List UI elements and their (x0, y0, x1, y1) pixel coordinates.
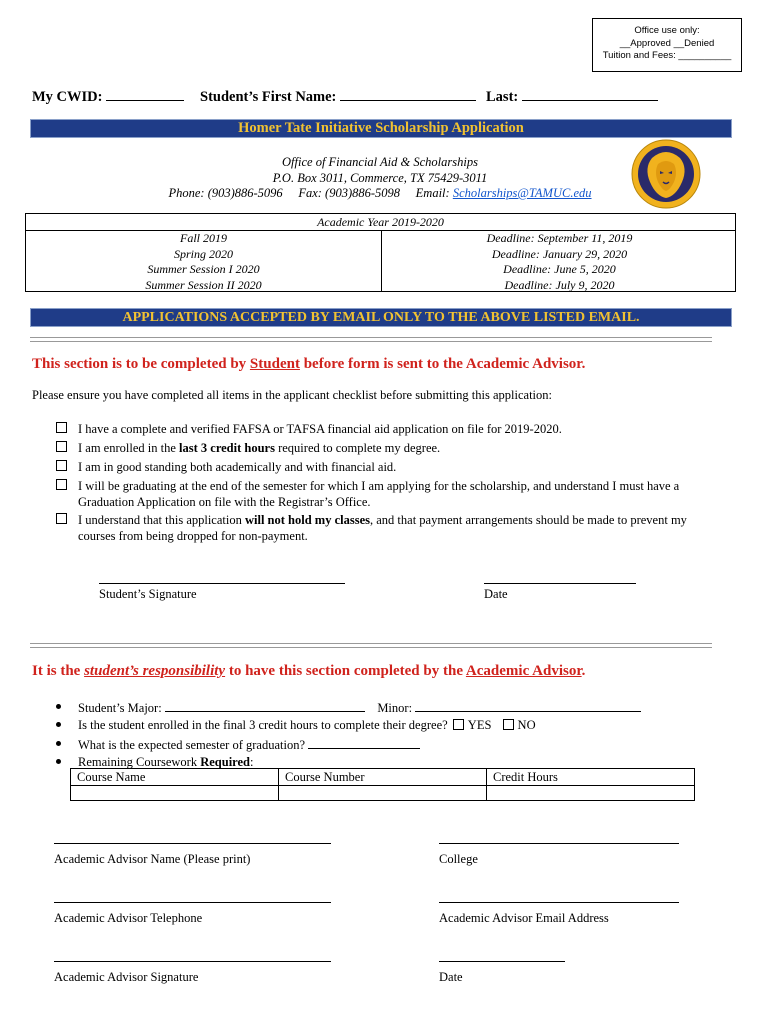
office-contact (150, 186, 610, 202)
yes-checkbox[interactable] (453, 719, 464, 730)
advisor-name-label: Academic Advisor Name (Please print) (54, 852, 251, 866)
remaining-text: Remaining Coursework (78, 755, 201, 769)
first-name-field (200, 88, 476, 106)
student-date-label: Date (484, 587, 508, 601)
remaining-text: : (250, 755, 254, 769)
heading-responsibility: student’s responsibility (84, 663, 226, 679)
advisor-date-line[interactable] (439, 961, 565, 962)
checkbox-classes[interactable] (56, 513, 67, 524)
student-date-line[interactable] (484, 583, 636, 584)
minor-label: Minor: (377, 701, 413, 715)
minor-input[interactable] (415, 699, 641, 712)
bullet (56, 704, 61, 709)
yes-label: YES (467, 718, 492, 732)
advisor-date-label: Date (439, 970, 463, 984)
advisor-signature-label: Academic Advisor Signature (54, 970, 199, 984)
credit-hours-cell[interactable] (487, 786, 694, 801)
office-use-box (592, 18, 742, 72)
col-credit-hours: Credit Hours (493, 770, 558, 784)
last-name-field (486, 88, 658, 106)
checkbox-fafsa[interactable] (56, 422, 67, 433)
office-email-link[interactable]: Scholarships@TAMUC.edu (452, 186, 592, 200)
no-label: NO (517, 718, 536, 732)
checklist-item-credit-hours (78, 440, 718, 456)
college-label: College (439, 852, 478, 866)
academic-year-header: Academic Year 2019-2020 (317, 215, 444, 229)
no-checkbox[interactable] (503, 719, 514, 730)
checklist-item-graduating: I will be graduating at the end of the semester for which I am applying for the scholarship, and understand I must have a Graduation Application on file with the Registrar’s Office. (78, 479, 680, 509)
cwid-field (32, 88, 184, 106)
term-summer-2: Summer Session II 2020 (145, 277, 262, 292)
course-number-cell[interactable] (279, 786, 486, 801)
item-text: , and that payment arrangements should be made to prevent my courses from being dropped for non-payment. (78, 513, 687, 543)
graduation-input[interactable] (308, 736, 420, 749)
cwid-input[interactable] (106, 88, 184, 101)
advisor-email-line[interactable] (439, 902, 679, 903)
checkbox-good-standing[interactable] (56, 460, 67, 471)
office-email-label: Email: (415, 186, 450, 200)
checkbox-credit-hours[interactable] (56, 441, 67, 452)
term-fall: Fall 2019 (180, 231, 227, 245)
last-name-input[interactable] (522, 88, 658, 101)
item-text: I am enrolled in the (78, 441, 180, 455)
office-use-tuition: Tuition and Fees: __________ (602, 50, 732, 61)
course-name-cell[interactable] (71, 786, 278, 801)
heading-part: This section is to be completed by (32, 356, 250, 372)
section-divider (30, 643, 712, 648)
term-spring: Spring 2020 (173, 246, 233, 261)
item-text: required to complete my degree. (274, 441, 441, 455)
office-fax: Fax: (903)886-5098 (298, 186, 401, 200)
checklist-intro: Please ensure you have completed all items in the applicant checklist before submitting this application: (32, 388, 552, 402)
checklist-item-good-standing: I am in good standing both academically and with financial aid. (78, 460, 397, 474)
deadline-fall: Deadline: September 11, 2019 (486, 231, 633, 245)
coursework-table (70, 768, 695, 801)
office-phone: Phone: (903)886-5096 (168, 186, 283, 200)
major-label: Student’s Major: (78, 701, 162, 715)
col-course-number: Course Number (285, 770, 365, 784)
advisor-signature-line[interactable] (54, 961, 331, 962)
enrolled-question: Is the student enrolled in the final 3 credit hours to complete their degree? (78, 718, 448, 732)
advisor-email-label: Academic Advisor Email Address (439, 911, 609, 925)
heading-part: before form is sent to the Academic Advisor. (299, 356, 586, 372)
title-banner (30, 119, 732, 138)
item-bold: last 3 credit hours (179, 441, 275, 455)
heading-part: . (581, 663, 586, 679)
student-signature-line[interactable] (99, 583, 345, 584)
student-signature-label: Student’s Signature (99, 587, 197, 601)
lion-logo-icon (630, 138, 702, 210)
last-name-label: Last: (486, 89, 519, 105)
bullet (56, 759, 61, 764)
office-info (150, 155, 610, 202)
enrolled-row (78, 717, 536, 733)
deadline-table (25, 213, 736, 292)
section-divider (30, 337, 712, 342)
cwid-label: My CWID: (32, 89, 103, 105)
office-use-approval: __Approved __Denied (619, 37, 715, 49)
checkbox-graduating[interactable] (56, 479, 67, 490)
email-only-banner (30, 308, 732, 327)
item-bold: will not hold my classes (244, 513, 370, 527)
advisor-section-heading (32, 663, 585, 680)
heading-part: It is the (32, 663, 85, 679)
advisor-telephone-label: Academic Advisor Telephone (54, 911, 203, 925)
heading-part: to have this section completed by the (225, 663, 466, 679)
deadline-summer-2: Deadline: July 9, 2020 (504, 277, 615, 292)
deadline-summer-1: Deadline: June 5, 2020 (503, 262, 616, 276)
col-course-name: Course Name (77, 770, 146, 784)
checklist-item-classes (78, 512, 718, 544)
page-title: Homer Tate Initiative Scholarship Application (238, 120, 524, 136)
bullet (56, 722, 61, 727)
advisor-telephone-line[interactable] (54, 902, 331, 903)
office-use-title: Office use only: (634, 25, 700, 36)
remaining-bold: Required (200, 755, 250, 769)
major-minor-row (78, 699, 641, 716)
heading-advisor: Academic Advisor (465, 663, 582, 679)
advisor-name-line[interactable] (54, 843, 331, 844)
major-input[interactable] (165, 699, 365, 712)
graduation-row (78, 736, 420, 753)
item-text: I understand that this application (78, 513, 245, 527)
checklist-item-fafsa: I have a complete and verified FAFSA or TAFSA financial aid application on file for 2019-2020. (78, 422, 562, 436)
first-name-label: Student’s First Name: (200, 89, 337, 105)
first-name-input[interactable] (340, 88, 476, 101)
deadline-spring: Deadline: January 29, 2020 (491, 246, 628, 261)
graduation-question: What is the expected semester of graduation? (78, 738, 305, 752)
term-summer-1: Summer Session I 2020 (147, 262, 260, 276)
bullet (56, 741, 61, 746)
office-name: Office of Financial Aid & Scholarships (282, 155, 478, 169)
student-section-heading (32, 356, 585, 373)
office-address: P.O. Box 3011, Commerce, TX 75429-3011 (272, 170, 488, 185)
college-line[interactable] (439, 843, 679, 844)
email-only-text: APPLICATIONS ACCEPTED BY EMAIL ONLY TO THE ABOVE LISTED EMAIL. (122, 310, 640, 325)
heading-student: Student (249, 356, 300, 372)
